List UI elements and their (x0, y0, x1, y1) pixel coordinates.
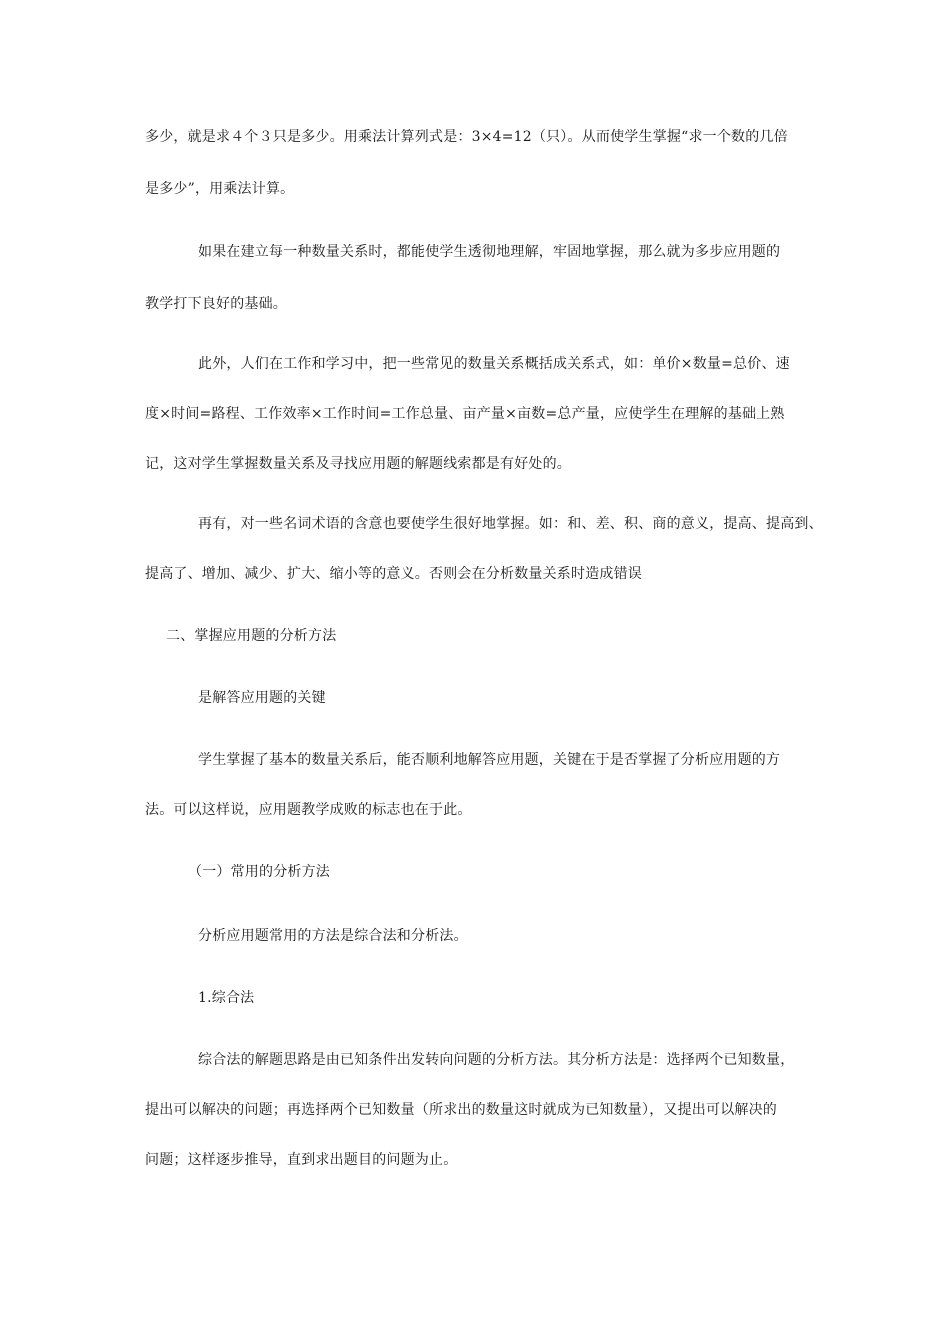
paragraph-line: 提出可以解决的问题；再选择两个已知数量（所求出的数量这时就成为已知数量），又提出可以解决的 (145, 1102, 777, 1118)
paragraph-line: 问题；这样逐步推导，直到求出题目的问题为止。 (145, 1152, 458, 1168)
paragraph-line: 提高了、增加、减少、扩大、缩小等的意义。否则会在分析数量关系时造成错误 (145, 566, 642, 582)
paragraph-line: 综合法的解题思路是由已知条件出发转向问题的分析方法。其分析方法是：选择两个已知数量， (198, 1052, 795, 1068)
subsection-heading: （一）常用的分析方法 (188, 864, 330, 880)
paragraph-line: 法。可以这样说，应用题教学成败的标志也在于此。 (145, 802, 472, 818)
paragraph-line: 学生掌握了基本的数量关系后，能否顺利地解答应用题，关键在于是否掌握了分析应用题的方 (198, 752, 781, 768)
section-heading: 二、掌握应用题的分析方法 (166, 628, 337, 644)
method-heading: 1.综合法 (198, 990, 255, 1006)
paragraph-line: 此外，人们在工作和学习中，把一些常见的数量关系概括成关系式，如：单价×数量=总价、速 (198, 356, 790, 372)
paragraph-line: 度×时间=路程、工作效率×工作时间=工作总量、亩产量×亩数=总产量，应使学生在理解的基础上熟 (145, 406, 785, 422)
paragraph-line: 分析应用题常用的方法是综合法和分析法。 (198, 928, 468, 944)
paragraph-line: 再有，对一些名词术语的含意也要使学生很好地掌握。如：和、差、积、商的意义，提高、提高到、 (198, 516, 823, 532)
paragraph-line: 是多少”，用乘法计算。 (145, 181, 295, 197)
paragraph-line: 多少，就是求４个３只是多少。用乘法计算列式是：3×4=12（只）。从而使学生掌握“求一个数的几倍 (145, 129, 788, 145)
paragraph-line: 如果在建立每一种数量关系时，都能使学生透彻地理解，牢固地掌握，那么就为多步应用题的 (198, 244, 781, 260)
section-subheading: 是解答应用题的关键 (198, 690, 326, 706)
paragraph-line: 记，这对学生掌握数量关系及寻找应用题的解题线索都是有好处的。 (145, 456, 571, 472)
paragraph-line: 教学打下良好的基础。 (145, 296, 287, 312)
